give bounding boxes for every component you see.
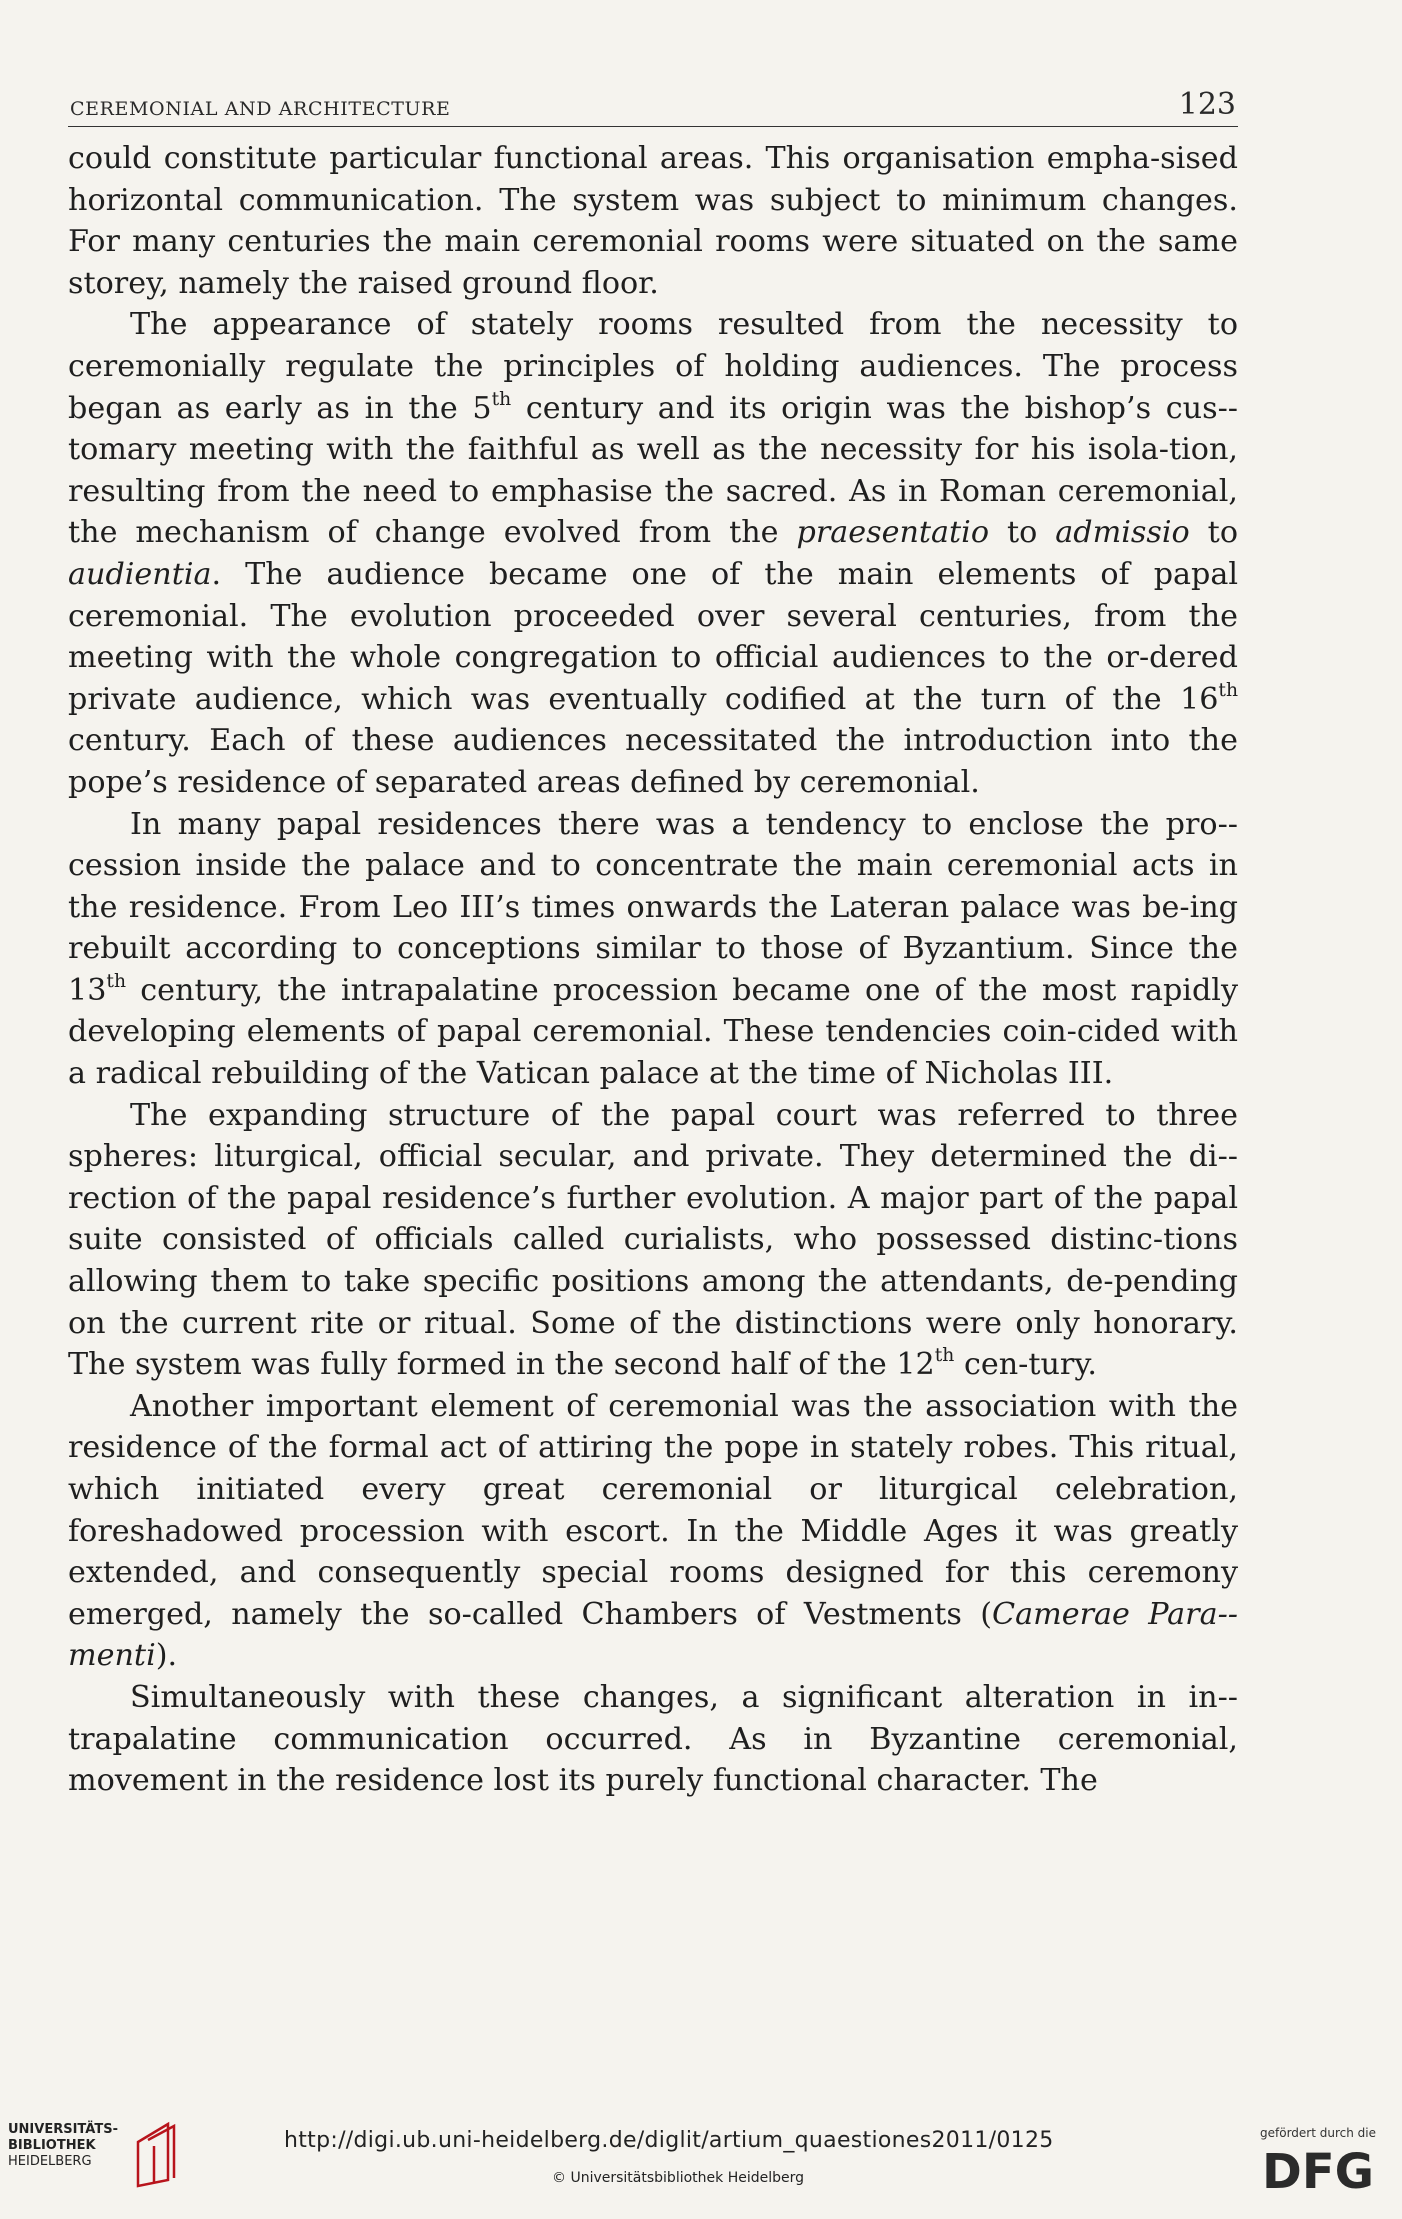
dfg-caption: gefördert durch die [1260,2126,1376,2140]
paragraph-6: Simultaneously with these changes, a significant alteration in in-trapalatine communication occurred. As in Byzantine ceremonial, movement in the residence lost its purely functional character. The [68,1679,1238,1799]
running-title: CEREMONIAL AND ARCHITECTURE [70,98,451,120]
paragraph-4: The expanding structure of the papal court was referred to three spheres: liturgical, official secular, and private. They determined the di-rection of the papal residence’s further evolution. A major part of the papal suite consisted of officials called curialists, who possessed distinc-tions allowing them to take specific positions among the attendants, de-pending on the current rite or ritual. Some of the distinctions were only honorary. The system was fully formed in the second half of the 12th cen-tury. [68,1097,1238,1383]
running-head [68,88,1238,127]
page-number: 123 [1178,87,1236,122]
body-text [68,138,1238,1802]
source-url-link[interactable]: http://digi.ub.uni-heidelberg.de/diglit/artium_quaestiones2011/0125 [284,2128,1054,2153]
library-logo [8,2120,208,2200]
dfg-logo [1248,2126,1388,2196]
copyright-notice: © Universitätsbibliothek Heidelberg [552,2170,805,2186]
paragraph-2: The appearance of stately rooms resulted from the necessity to ceremonially regulate the principles of holding audiences. The process began as early as in the 5th century and its origin was the bishop’s cus-tomary meeting with the faithful as well as the necessity for his isola-tion, resulting from the need to emphasise the sacred. As in Roman ceremonial, the mechanism of change evolved from the praesentatio to admissio to audientia. The audience became one of the main elements of papal ceremonial. The evolution proceeded over several centuries, from the meeting with the whole congregation to official audiences to the or-dered private audience, which was eventually codified at the turn of the 16th century. Each of these audiences necessitated the introduction into the pope’s residence of separated areas defined by ceremonial. [68,307,1238,800]
paragraph-5: Another important element of ceremonial was the association with the residence of the formal act of attiring the pope in stately robes. This ritual, which initiated every great ceremonial or liturgical celebration, foreshadowed procession with escort. In the Middle Ages it was greatly extended, and consequently special rooms designed for this ceremony emerged, namely the so-called Chambers of Vestments (Camerae Para-menti). [68,1388,1238,1674]
paragraph-1: could constitute particular functional areas. This organisation empha-sised horizontal communication. The system was subject to minimum changes. For many centuries the main ceremonial rooms were situated on the same storey, namely the raised ground floor. [68,141,1238,301]
dfg-logo-icon [1248,2144,1388,2196]
svg-text:DFG: DFG [1261,2144,1375,2196]
paragraph-3: In many papal residences there was a tendency to enclose the pro-cession inside the palace and to concentrate the main ceremonial acts in the residence. From Leo III’s times onwards the Lateran palace was be-ing rebuilt according to conceptions similar to those of Byzantium. Since the 13th century, the intrapalatine procession became one of the most rapidly developing elements of papal ceremonial. These tendencies coin-cided with a radical rebuilding of the Vatican palace at the time of Nicholas III. [68,806,1238,1092]
library-name: UNIVERSITÄTS- BIBLIOTHEK HEIDELBERG [8,2122,118,2169]
library-mark-icon [134,2120,194,2188]
footer [0,2120,1402,2219]
